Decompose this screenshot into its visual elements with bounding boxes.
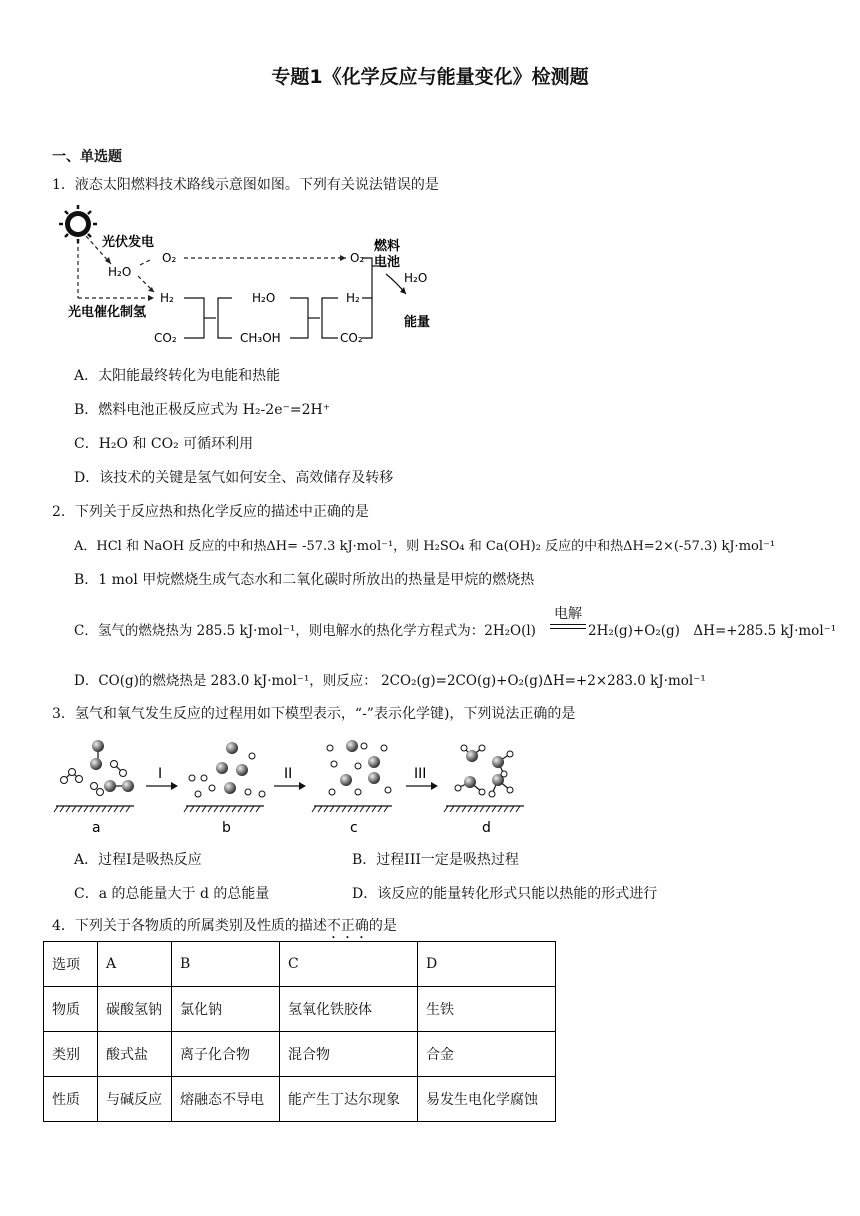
diagram-h2o-mid: H₂O: [252, 291, 276, 305]
question-3-stem: 3．氢气和氧气发生反应的过程用如下模型表示，“-”表示化学键)，下列说法正确的是: [52, 706, 576, 722]
step-3-label: III: [414, 766, 427, 782]
table-cell: 合金: [418, 1032, 556, 1077]
diagram-co2-right: CO₂: [340, 331, 363, 345]
table-cell: 碳酸氢钠: [98, 987, 172, 1032]
table-row: [44, 987, 556, 1032]
reaction-model-diagram: [52, 734, 552, 836]
diagram-h2-left: H₂: [160, 291, 174, 305]
diagram-o2-left: O₂: [162, 251, 177, 265]
table-cell: 酸式盐: [98, 1032, 172, 1077]
property-table: [43, 941, 556, 1122]
q4-stem-pre: 4．下列关于各物质的所属类别及性质的描述: [52, 918, 327, 934]
diagram-fuel2: 电池: [374, 255, 401, 270]
section-heading: 一、单选题: [52, 149, 122, 165]
q1-option-a: A．太阳能最终转化为电能和热能: [74, 368, 281, 384]
step-2-label: II: [284, 766, 293, 782]
state-a-label: a: [92, 820, 101, 836]
table-cell: 类别: [44, 1032, 98, 1077]
q2-option-c-pre: C．氢气的燃烧热为 285.5 kJ·mol⁻¹，则电解水的热化学方程式为：2H₂O(l): [74, 623, 536, 639]
diagram-pv: 光伏发电: [102, 235, 155, 250]
table-cell: 熔融态不导电: [172, 1077, 280, 1122]
q2-option-d: D．CO(g)的燃烧热是 283.0 kJ·mol⁻¹，则反应： 2CO₂(g)=2CO(g)+O₂(g)ΔH=+2×283.0 kJ·mol⁻¹: [74, 673, 706, 689]
q1-option-b: B．燃料电池正极反应式为 H₂-2e⁻=2H⁺: [74, 402, 331, 418]
table-row: [44, 1032, 556, 1077]
q4-stem-emphasis: 不正确: [326, 918, 369, 934]
q2-option-a: A．HCl 和 NaOH 反应的中和热ΔH= -57.3 kJ·mol⁻¹，则 H₂SO₄ 和 Ca(OH)₂ 反应的中和热ΔH=2×(-57.3) kJ·mol⁻¹: [74, 539, 776, 554]
table-cell: 能产生丁达尔现象: [280, 1077, 418, 1122]
table-cell: 与碱反应: [98, 1077, 172, 1122]
table-cell: 性质: [44, 1077, 98, 1122]
q4-stem-post: 的是: [368, 918, 397, 934]
solar-fuel-diagram: [56, 202, 446, 352]
sun-icon: [59, 205, 97, 243]
state-c-label: c: [350, 820, 358, 836]
table-cell: B: [172, 942, 280, 987]
equals-sign: [550, 624, 586, 629]
table-cell: 易发生电化学腐蚀: [418, 1077, 556, 1122]
q3-option-b: B．过程III一定是吸热过程: [352, 852, 519, 868]
state-d-label: d: [482, 820, 491, 836]
table-cell: 离子化合物: [172, 1032, 280, 1077]
diagram-h2o: H₂O: [108, 265, 132, 279]
q2-option-c-post: 2H₂(g)+O₂(g) ΔH=+285.5 kJ·mol⁻¹: [588, 623, 837, 639]
table-cell: 混合物: [280, 1032, 418, 1077]
q3-option-d: D．该反应的能量转化形式只能以热能的形式进行: [352, 886, 658, 902]
q2-option-b: B．1 mol 甲烷燃烧生成气态水和二氧化碳时所放出的热量是甲烷的燃烧热: [74, 572, 535, 588]
table-cell: 选项: [44, 942, 98, 987]
table-row: [44, 1077, 556, 1122]
q3-option-c: C．a 的总能量大于 d 的总能量: [74, 886, 270, 902]
table-cell: 氢氧化铁胶体: [280, 987, 418, 1032]
table-cell: D: [418, 942, 556, 987]
diagram-ch3oh: CH₃OH: [240, 331, 281, 345]
diagram-h2-right: H₂: [346, 291, 360, 305]
table-cell: 生铁: [418, 987, 556, 1032]
q1-option-c: C．H₂O 和 CO₂ 可循环利用: [74, 436, 254, 452]
diagram-co2-left: CO₂: [154, 331, 177, 345]
diagram-fuel1: 燃料: [374, 239, 401, 254]
question-4-stem: [52, 915, 397, 942]
diagram-energy: 能量: [404, 315, 431, 330]
diagram-pc: 光电催化制氢: [68, 305, 147, 320]
table-row: [44, 942, 556, 987]
q1-option-d: D．该技术的关键是氢气如何安全、高效储存及转移: [74, 470, 394, 486]
step-1-label: I: [158, 766, 163, 782]
page-title: 专题1《化学反应与能量变化》检测题: [271, 66, 589, 88]
q3-option-a: A．过程I是吸热反应: [74, 852, 202, 868]
table-cell: C: [280, 942, 418, 987]
q2-option-c-condition: 电解: [554, 606, 582, 622]
table-cell: A: [98, 942, 172, 987]
state-b-label: b: [222, 820, 231, 836]
diagram-o2-right: O₂: [350, 251, 365, 265]
table-cell: 氯化钠: [172, 987, 280, 1032]
table-cell: 物质: [44, 987, 98, 1032]
question-2-stem: 2．下列关于反应热和热化学反应的描述中正确的是: [52, 504, 369, 520]
question-1-stem: 1．液态太阳燃料技术路线示意图如图。下列有关说法错误的是: [52, 177, 439, 193]
diagram-h2o-right: H₂O: [404, 271, 428, 285]
